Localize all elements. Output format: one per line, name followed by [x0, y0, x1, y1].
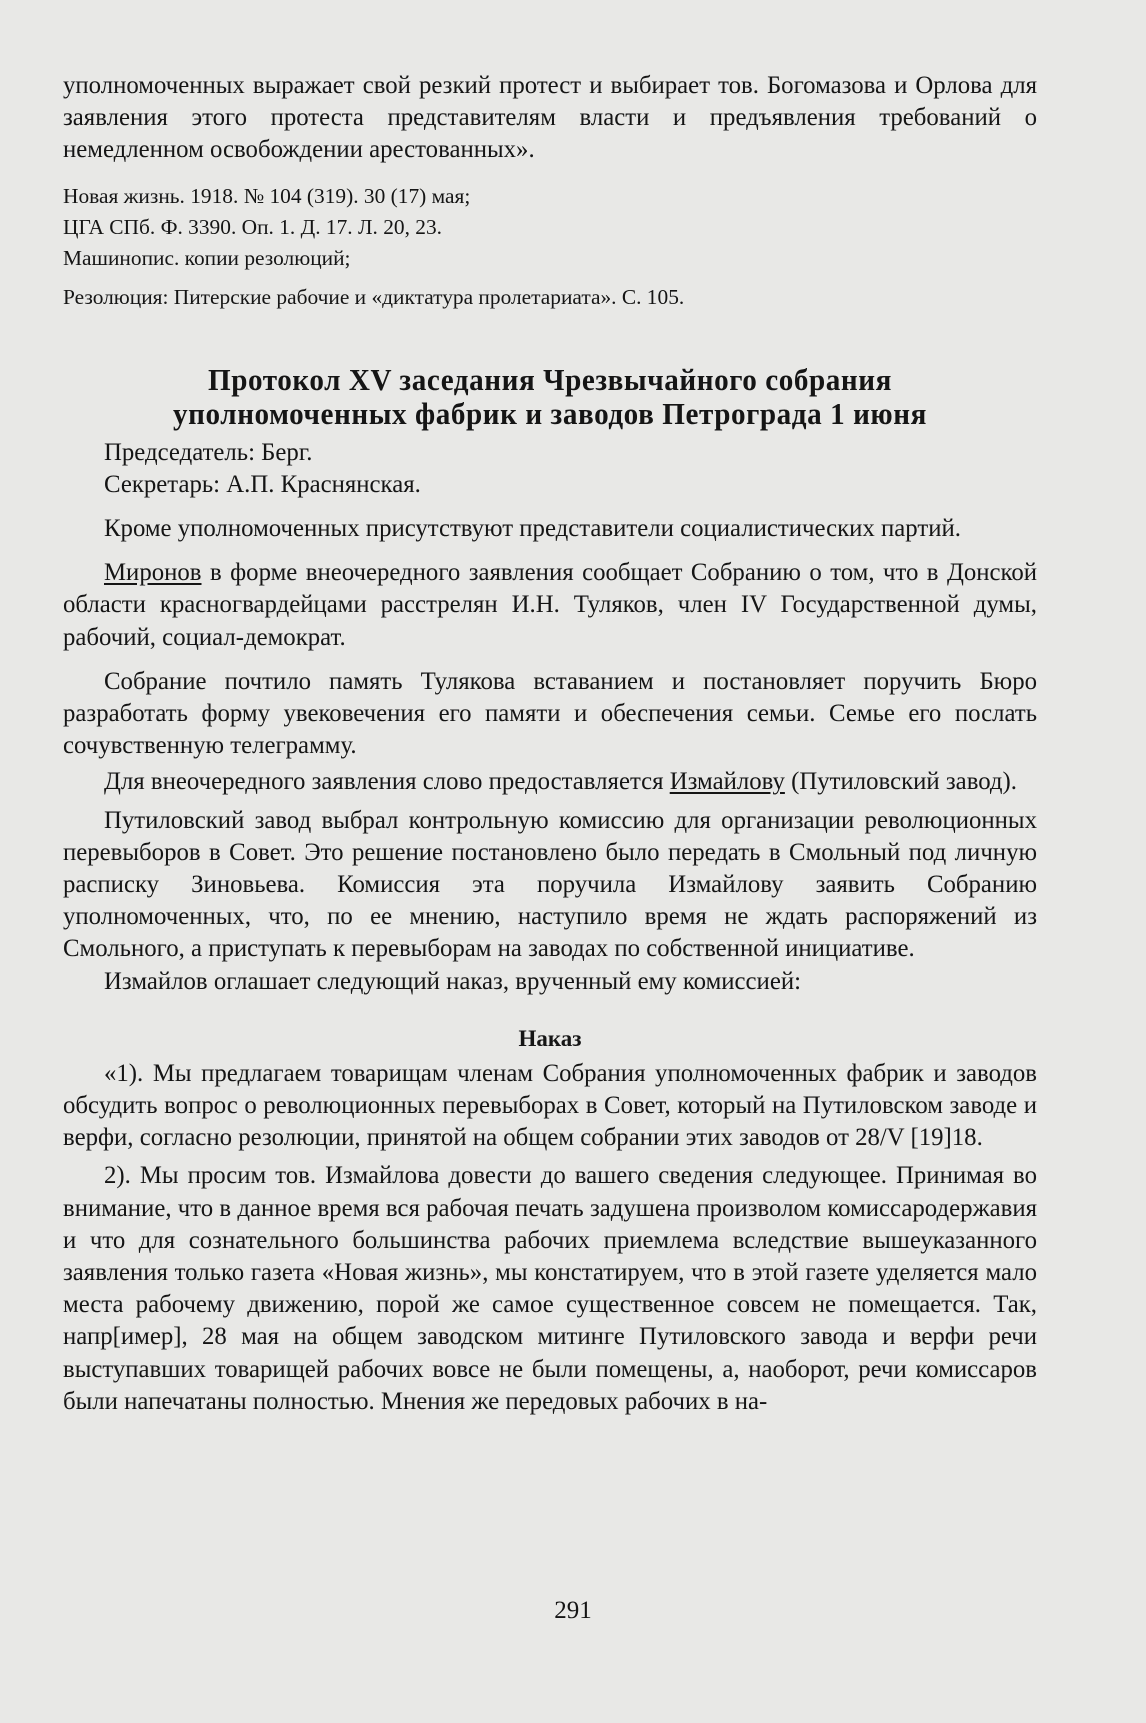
paragraph-text: Для внеочередного заявления слово предоставляется — [104, 768, 670, 796]
secretary-line: Секретарь: А.П. Краснянская. — [104, 470, 421, 498]
nakaz-item-1: «1). Мы предлагаем товарищам членам Собрания уполномоченных фабрик и заводов обсудить вопрос о революционных перевыборах в Совет, который на Путиловском заводе и верфи, согласно резолюции, принятой на общем собрании этих заводов от 28/V [19]18. — [63, 1059, 1037, 1152]
paragraph-mironov — [63, 557, 1037, 654]
page-number: 291 — [554, 1597, 592, 1624]
source-line: Резолюция: Питерские рабочие и «диктатура пролетариата». С. 105. — [63, 284, 685, 309]
speaker-name: Измайлову — [669, 768, 785, 796]
heading-line-1: Протокол XV заседания Чрезвычайного собрания — [208, 361, 892, 397]
source-line: Новая жизнь. 1918. № 104 (319). 30 (17) мая; — [63, 183, 471, 208]
paragraph-izmailov — [63, 766, 1037, 798]
paragraph-memory: Собрание почтило память Тулякова вставанием и постановляет поручить Бюро разработать форму увековечения его памяти и обеспечения семьи. Семье его послать сочувственную телеграмму. — [63, 667, 1037, 760]
paragraph-commission: Путиловский завод выбрал контрольную комиссию для организации революционных перевыборов в Совет. Это решение постановлено было передать в Смольный под личную расписку Зиновьева. Комиссия эта поручила Измайлову заявить Собранию уполномоченных, что, по ее мнению, наступило время не ждать распоряжений из Смольного, а приступать к перевыборам на заводах по собственной инициативе. — [63, 806, 1037, 963]
continued-paragraph: уполномоченных выражает свой резкий протест и выбирает тов. Богомазова и Орлова для заявления этого протеста представителям власти и предъявления требований о немедленном освобождении арестованных». — [63, 72, 1037, 164]
chairman-line: Председатель: Берг. — [104, 438, 313, 466]
source-notes — [63, 181, 1037, 313]
paragraph-announce: Измайлов оглашает следующий наказ, врученный ему комиссией: — [104, 967, 801, 995]
heading-line-2: уполномоченных фабрик и заводов Петрограда 1 июня — [173, 395, 927, 431]
nakaz-title: Наказ — [518, 1025, 582, 1051]
text-column — [63, 70, 1037, 1418]
section-heading — [92, 363, 1008, 431]
paragraph-text: в форме внеочередного заявления сообщает Собранию о том, что в Донской области красногвардейцами расстрелян И.Н. Туляков, член IV Государственной думы, рабочий, социал-демократ. — [63, 559, 1037, 651]
paragraph-presence: Кроме уполномоченных присутствуют представители социалистических партий. — [104, 515, 961, 543]
nakaz-item-2: 2). Мы просим тов. Измайлова довести до вашего сведения следующее. Принимая во внимание, что в данное время вся рабочая печать задушена произволом комиссародержавия и что для сознательного большинства рабочих приемлема вследствие вышеуказанного заявления только газета «Новая жизнь», мы констатируем, что в этой газете уделяется мало места рабочему движению, порой же самое существенное совсем не помещается. Так, напр[имер], 28 мая на общем заводском митинге Путиловского завода и верфи речи выступавших товарищей рабочих вовсе не были помещены, а, наоборот, речи комиссаров были напечатаны полностью. Мнения же передовых рабочих в на- — [63, 1162, 1037, 1415]
paragraph-text: (Путиловский завод). — [784, 768, 1017, 796]
source-line: ЦГА СПб. Ф. 3390. Оп. 1. Д. 17. Л. 20, 23. — [63, 214, 443, 239]
source-line: Машинопис. копии резолюций; — [63, 245, 351, 270]
speaker-name: Миронов — [104, 559, 202, 587]
